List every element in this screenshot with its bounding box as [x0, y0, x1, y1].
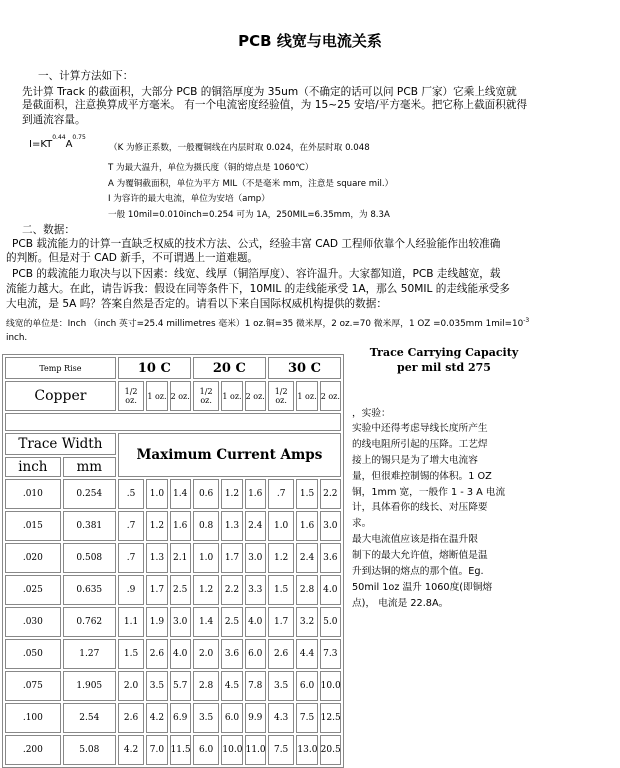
inch-cell: .050: [5, 639, 61, 669]
current-value-cell: 4.3: [268, 703, 295, 733]
current-value-cell: 4.0: [320, 575, 341, 605]
current-value-cell: 3.3: [245, 575, 266, 605]
mm-label: mm: [63, 457, 116, 477]
copper-label: Copper: [5, 381, 116, 411]
table-row: [5, 511, 341, 541]
current-value-cell: 4.2: [146, 703, 167, 733]
oz-label: 2 oz.: [245, 381, 266, 411]
current-value-cell: 7.8: [245, 671, 266, 701]
side-title-line: Trace Carrying Capacity: [369, 346, 519, 359]
formula: [29, 134, 370, 153]
current-value-cell: 1.5: [268, 575, 295, 605]
current-value-cell: 2.6: [268, 639, 295, 669]
page-title: PCB 线宽与电流关系: [238, 32, 382, 50]
formula-note-line: I 为容许的最大电流，单位为安培（amp）: [108, 194, 270, 204]
current-value-cell: 1.0: [193, 543, 220, 573]
current-value-cell: 3.0: [320, 511, 341, 541]
current-value-cell: 2.8: [296, 575, 317, 605]
inch-cell: .200: [5, 735, 61, 765]
current-value-cell: 2.2: [320, 479, 341, 509]
formula-note-line: A 为覆铜截面积，单位为平方 MIL（不是毫米 mm，注意是 square mil.）: [108, 179, 394, 189]
current-value-cell: 1.4: [193, 607, 220, 637]
current-value-cell: 0.6: [193, 479, 220, 509]
current-value-cell: 11.0: [245, 735, 266, 765]
table-row: [5, 703, 341, 733]
section1-line: 先计算 Track 的截面积，大部分 PCB 的铜箔厚度为 35um（不确定的话可以问 PCB 厂家）它乘上线宽就: [22, 86, 517, 98]
current-value-cell: 1.0: [268, 511, 295, 541]
oz-label: 1/2 oz.: [118, 381, 145, 411]
spacer-row: [5, 413, 341, 431]
current-value-cell: .7: [118, 511, 145, 541]
mm-cell: 2.54: [63, 703, 116, 733]
side-note-line: ，实验：: [352, 408, 391, 419]
mm-cell: 0.762: [63, 607, 116, 637]
oz-label: 1 oz.: [296, 381, 317, 411]
section2-line: PCB 的载流能力取决与以下因素：线宽、线厚（铜箔厚度）、容许温升。大家都知道，PCB 走线越宽，载: [12, 268, 501, 280]
section2-line: 的判断。但是对于 CAD 新手，不可谓遇上一道难题。: [6, 252, 259, 264]
current-value-cell: 1.7: [146, 575, 167, 605]
current-value-cell: 1.6: [245, 479, 266, 509]
inch-cell: .010: [5, 479, 61, 509]
section1-heading: 一、计算方法如下：: [38, 70, 134, 82]
current-value-cell: 1.1: [118, 607, 145, 637]
current-value-cell: 3.6: [320, 543, 341, 573]
side-note-line: 实验中还得考虑导线长度所产生: [352, 423, 488, 434]
inch-cell: .015: [5, 511, 61, 541]
units-exp: -3: [523, 317, 530, 324]
mm-cell: 0.508: [63, 543, 116, 573]
current-value-cell: 6.0: [245, 639, 266, 669]
section2-line: 流能力越大。在此，请告诉我：假设在同等条件下，10MIL 的走线能承受 1A，那么 50MIL 的走线能承受多: [6, 283, 510, 295]
current-value-cell: 4.5: [221, 671, 242, 701]
mm-cell: 0.254: [63, 479, 116, 509]
current-value-cell: 4.0: [245, 607, 266, 637]
side-note-line: 计，具体看你的线长、对压降要: [352, 502, 488, 513]
table-row: [5, 543, 341, 573]
current-value-cell: 1.2: [193, 575, 220, 605]
current-value-cell: 4.0: [170, 639, 191, 669]
section2-line: PCB 载流能力的计算一直缺乏权威的技术方法、公式，经验丰富 CAD 工程师依靠个人经验能作出较准确: [12, 238, 501, 250]
inch-cell: .020: [5, 543, 61, 573]
current-value-cell: 7.5: [268, 735, 295, 765]
current-value-cell: 0.8: [193, 511, 220, 541]
oz-label: 2 oz.: [170, 381, 191, 411]
formula-exp1: 0.44: [52, 134, 66, 141]
current-value-cell: 2.5: [221, 607, 242, 637]
current-value-cell: 2.0: [193, 639, 220, 669]
current-value-cell: 1.6: [170, 511, 191, 541]
side-note-line: 铜，1mm 宽，一般作 1 - 3 A 电流: [352, 487, 506, 498]
current-value-cell: 11.5: [170, 735, 191, 765]
current-value-cell: 3.0: [170, 607, 191, 637]
current-value-cell: 10.0: [221, 735, 242, 765]
current-value-cell: 5.7: [170, 671, 191, 701]
table-row: [5, 671, 341, 701]
current-value-cell: 1.9: [146, 607, 167, 637]
current-value-cell: 6.0: [296, 671, 317, 701]
units-tail: inch.: [6, 332, 28, 343]
mm-cell: 1.905: [63, 671, 116, 701]
table-row: [5, 735, 341, 765]
section1-line: 是截面积，注意换算成平方毫米。 有一个电流密度经验值，为 15~25 安培/平方毫米。把它称上截面积就得: [22, 99, 528, 111]
oz-label: 1/2 oz.: [268, 381, 295, 411]
current-value-cell: .7: [268, 479, 295, 509]
side-note-line: 接上的锡只是为了增大电流容: [352, 455, 478, 466]
current-value-cell: 2.4: [245, 511, 266, 541]
units-text: 线宽的单位是：Inch （inch 英寸=25.4 millimetres 毫米）1 oz.铜=35 微米厚，2 oz.=70 微米厚，1 OZ =0.035mm 1mil=10: [6, 318, 524, 329]
current-value-cell: 2.0: [118, 671, 145, 701]
current-value-cell: 1.6: [296, 511, 317, 541]
current-value-cell: 2.1: [170, 543, 191, 573]
section1-line: 到通流容量。: [22, 114, 86, 126]
mm-cell: 5.08: [63, 735, 116, 765]
inch-label: inch: [5, 457, 61, 477]
oz-label: 1/2 oz.: [193, 381, 220, 411]
current-value-cell: 3.6: [221, 639, 242, 669]
temp-header: 20 C: [193, 357, 266, 379]
current-value-cell: 2.4: [296, 543, 317, 573]
current-value-cell: 1.2: [268, 543, 295, 573]
temp-header: 10 C: [118, 357, 191, 379]
current-value-cell: 6.0: [193, 735, 220, 765]
trace-capacity-table: [2, 354, 344, 768]
current-value-cell: 2.6: [146, 639, 167, 669]
current-value-cell: 7.5: [296, 703, 317, 733]
formula-mid: A: [65, 139, 73, 150]
inch-cell: .025: [5, 575, 61, 605]
current-value-cell: 9.9: [245, 703, 266, 733]
current-value-cell: 2.2: [221, 575, 242, 605]
current-value-cell: 3.5: [268, 671, 295, 701]
side-note-line: 50mil 1oz 温升 1060度(即铜熔: [352, 582, 493, 593]
current-value-cell: .7: [118, 543, 145, 573]
inch-cell: .100: [5, 703, 61, 733]
current-value-cell: 4.4: [296, 639, 317, 669]
table-row: [5, 607, 341, 637]
current-value-cell: 1.7: [268, 607, 295, 637]
section2-heading: 二、数据：: [22, 224, 75, 236]
mm-cell: 0.635: [63, 575, 116, 605]
side-note-line: 点)， 电流是 22.8A。: [352, 598, 449, 609]
current-value-cell: 1.3: [146, 543, 167, 573]
side-note-line: 最大电流值应该是指在温升限: [352, 534, 478, 545]
mm-cell: 1.27: [63, 639, 116, 669]
inch-cell: .030: [5, 607, 61, 637]
current-value-cell: 1.5: [296, 479, 317, 509]
oz-label: 1 oz.: [146, 381, 167, 411]
inch-cell: .075: [5, 671, 61, 701]
current-value-cell: 2.5: [170, 575, 191, 605]
formula-note: （K 为修正系数，一般覆铜线在内层时取 0.024，在外层时取 0.048: [109, 143, 370, 153]
current-value-cell: 3.5: [193, 703, 220, 733]
max-current-label: Maximum Current Amps: [118, 433, 341, 477]
table-row: [5, 479, 341, 509]
temp-header: 30 C: [268, 357, 341, 379]
table-row: [5, 575, 341, 605]
section2-line: 大电流，是 5A 吗？答案自然是否定的。请看以下来自国际权威机构提供的数据：: [6, 298, 387, 310]
side-note-line: 求。: [352, 518, 372, 529]
current-value-cell: 6.9: [170, 703, 191, 733]
current-value-cell: 1.2: [221, 479, 242, 509]
current-value-cell: 1.7: [221, 543, 242, 573]
oz-label: 1 oz.: [221, 381, 242, 411]
temp-rise-label: Temp Rise: [5, 357, 116, 379]
current-value-cell: 12.5: [320, 703, 341, 733]
table-row: [5, 639, 341, 669]
mm-cell: 0.381: [63, 511, 116, 541]
side-note-line: 的线电阻所引起的压降。工艺焊: [352, 439, 488, 450]
current-value-cell: 6.0: [221, 703, 242, 733]
side-note-line: 量，但很难控制锡的体积。1 OZ: [352, 471, 492, 482]
side-title-line: per mil std 275: [397, 361, 491, 374]
formula-note-line: T 为最大温升，单位为摄氏度（铜的熔点是 1060℃）: [108, 163, 314, 173]
current-value-cell: 5.0: [320, 607, 341, 637]
current-value-cell: 4.2: [118, 735, 145, 765]
current-value-cell: 3.2: [296, 607, 317, 637]
side-title: [356, 345, 532, 375]
current-value-cell: 13.0: [296, 735, 317, 765]
side-note-line: 升到达铜的熔点的那个值。Eg.: [352, 566, 484, 577]
current-value-cell: 2.8: [193, 671, 220, 701]
current-value-cell: 7.3: [320, 639, 341, 669]
current-value-cell: 3.0: [245, 543, 266, 573]
current-value-cell: 10.0: [320, 671, 341, 701]
current-value-cell: 7.0: [146, 735, 167, 765]
formula-exp2: 0.75: [72, 134, 86, 141]
trace-width-label: Trace Width: [5, 433, 116, 455]
current-value-cell: 1.4: [170, 479, 191, 509]
current-value-cell: 1.5: [118, 639, 145, 669]
oz-label: 2 oz.: [320, 381, 341, 411]
side-note-line: 制下的最大允许值，熔断值是温: [352, 550, 488, 561]
current-value-cell: 1.0: [146, 479, 167, 509]
formula-note-line: 一般 10mil=0.010inch=0.254 可为 1A，250MIL=6.35mm，为 8.3A: [108, 210, 390, 220]
current-value-cell: 1.2: [146, 511, 167, 541]
current-value-cell: 1.3: [221, 511, 242, 541]
current-value-cell: .9: [118, 575, 145, 605]
current-value-cell: .5: [118, 479, 145, 509]
current-value-cell: 20.5: [320, 735, 341, 765]
current-value-cell: 2.6: [118, 703, 145, 733]
formula-base: I=KT: [29, 139, 53, 150]
units-note: [6, 314, 616, 345]
current-value-cell: 3.5: [146, 671, 167, 701]
